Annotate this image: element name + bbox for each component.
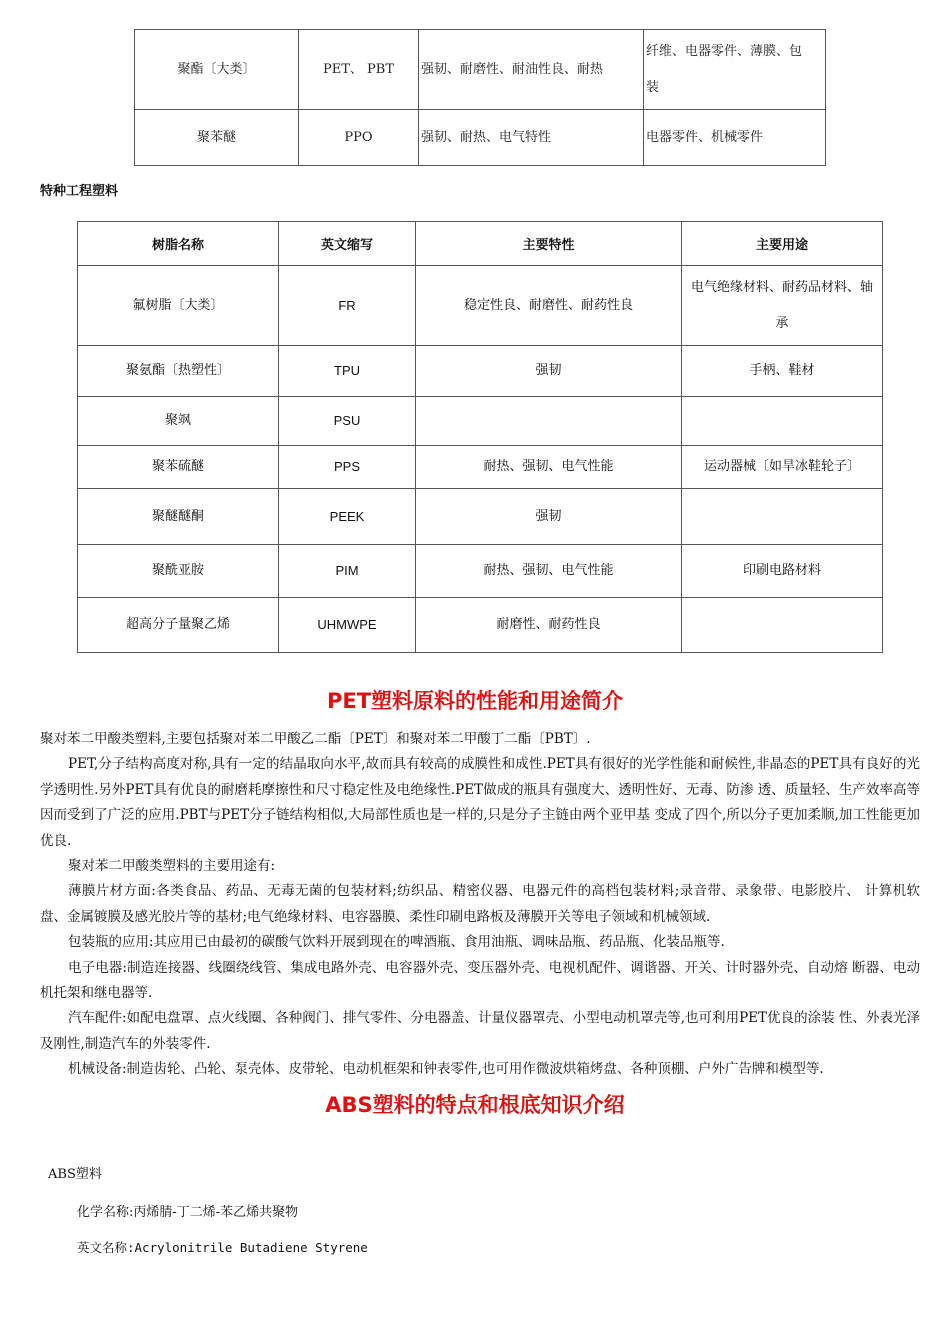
paragraph: 聚对苯二甲酸类塑料的主要用途有: [68, 858, 276, 875]
props-cell: 耐热、强韧、电气性能 [416, 446, 682, 489]
table-row [78, 446, 883, 489]
resin-name-cell: 聚酰亚胺 [78, 545, 279, 598]
table-row [78, 598, 883, 653]
resin-name-cell: 聚醚醚酮 [78, 489, 279, 545]
use-cell: 电器零件、机械零件 [644, 110, 826, 166]
resin-name-cell: 氟树脂〔大类〕 [78, 266, 279, 346]
abs-eng-name: 英文名称:Acrylonitrile Butadiene Styrene [77, 1240, 368, 1255]
pet-section-title: PET塑料原料的性能和用途简介 [326, 689, 624, 713]
abbr-cell: PSU [279, 397, 416, 446]
use-cell [682, 489, 883, 545]
paragraph: 聚对苯二甲酸类塑料,主要包括聚对苯二甲酸乙二酯〔PET〕和聚对苯二甲酸丁二酯〔PBT〕. [40, 731, 591, 747]
abbr-cell: PEEK [279, 489, 416, 545]
table-header-row [78, 222, 883, 266]
special-plastics-table [77, 221, 883, 653]
table-row [135, 110, 826, 166]
use-cell: 纤维、电器零件、薄膜、包 装 [644, 30, 826, 110]
abbr-cell: PPS [279, 446, 416, 489]
resin-name-cell: 聚氨酯〔热塑性〕 [78, 346, 279, 397]
abbr-cell: TPU [279, 346, 416, 397]
resin-name-cell: 聚苯醚 [135, 110, 299, 166]
resin-name-cell: 超高分子量聚乙烯 [78, 598, 279, 653]
abbr-cell: UHMWPE [279, 598, 416, 653]
abbr-cell: PET、 PBT [299, 30, 419, 110]
props-cell: 稳定性良、耐磨性、耐药性良 [416, 266, 682, 346]
paragraph: PET,分子结构高度对称,具有一定的结晶取向水平,故而具有较高的成膜性和成性.PET具有很好的光学性能和耐候性,非晶态的PET具有良好的光学透明性.另外PET具有优良的耐磨耗摩擦性和尺寸稳定性及电绝缘性.PET做成的瓶具有强度大、透明性好、无毒、防渗 透、质量轻、生产效率高等因而受到了广泛的应用.PBT与PET分子链结构相似,大局部性质也是一样的,只是分子主链由两个亚甲基 变成了四个,所以分子更加柔顺,加工性能更加优良. [40, 756, 920, 849]
props-cell: 耐热、强韧、电气性能 [416, 545, 682, 598]
abbr-cell: PIM [279, 545, 416, 598]
pet-body [40, 727, 920, 1083]
table-row [135, 30, 826, 110]
props-cell: 强韧 [416, 489, 682, 545]
props-cell [416, 397, 682, 446]
resin-name-cell: 聚飒 [78, 397, 279, 446]
resin-name-cell: 聚酯〔大类〕 [135, 30, 299, 110]
table-row [78, 545, 883, 598]
table-row [78, 266, 883, 346]
use-cell: 印刷电路材料 [682, 545, 883, 598]
use-cell [682, 397, 883, 446]
general-plastics-table [134, 29, 826, 166]
paragraph: 电子电器:制造连接器、线圈绕线管、集成电路外壳、电容器外壳、变压器外壳、电视机配件、调谐器、开关、计时器外壳、自动熔 断器、电动机托架和继电器等. [40, 959, 920, 1002]
header-props: 主要特性 [416, 222, 682, 266]
header-resin-name: 树脂名称 [78, 222, 279, 266]
resin-name-cell: 聚苯硫醚 [78, 446, 279, 489]
use-cell: 运动器械〔如旱冰鞋轮子〕 [682, 446, 883, 489]
use-cell: 电气绝缘材料、耐药品材料、轴 承 [682, 266, 883, 346]
header-use: 主要用途 [682, 222, 883, 266]
abbr-cell: FR [279, 266, 416, 346]
props-cell: 强韧 [416, 346, 682, 397]
props-cell: 耐磨性、耐药性良 [416, 598, 682, 653]
abs-label: ABS塑料 [48, 1167, 102, 1182]
abs-chem-name: 化学名称:丙烯腈-丁二烯-苯乙烯共聚物 [77, 1205, 299, 1220]
header-abbr: 英文缩写 [279, 222, 416, 266]
table-row [78, 397, 883, 446]
abs-section-title: ABS塑料的特点和根底知识介绍 [325, 1093, 625, 1117]
use-cell [682, 598, 883, 653]
section-heading: 特种工程塑料 [40, 184, 119, 199]
paragraph: 机械设备:制造齿轮、凸轮、泵壳体、皮带轮、电动机框架和钟表零件,也可用作微波烘箱烤盘、各种顶棚、户外广告牌和模型等. [68, 1061, 824, 1078]
table-row [78, 489, 883, 545]
abbr-cell: PPO [299, 110, 419, 166]
paragraph: 包装瓶的应用:其应用已由最初的碳酸气饮料开展到现在的啤酒瓶、食用油瓶、调味品瓶、药品瓶、化装品瓶等. [68, 934, 725, 951]
paragraph: 汽车配件:如配电盘罩、点火线圈、各种阀门、排气零件、分电器盖、计量仪器罩壳、小型电动机罩壳等,也可利用PET优良的涂装 性、外表光泽及刚性,制造汽车的外装零件. [40, 1010, 920, 1052]
paragraph: 薄膜片材方面:各类食品、药品、无毒无菌的包装材料;纺织品、精密仪器、电器元件的高档包装材料;录音带、录象带、电影胶片、 计算机软盘、金属镀膜及感光胶片等的基材;电气绝缘材料、电容器膜、柔性印刷电路板及薄膜开关等电子领域和机械领域. [40, 883, 920, 925]
use-cell: 手柄、鞋材 [682, 346, 883, 397]
table-row [78, 346, 883, 397]
props-cell: 强韧、耐磨性、耐油性良、耐热 [419, 30, 644, 110]
props-cell: 强韧、耐热、电气特性 [419, 110, 644, 166]
